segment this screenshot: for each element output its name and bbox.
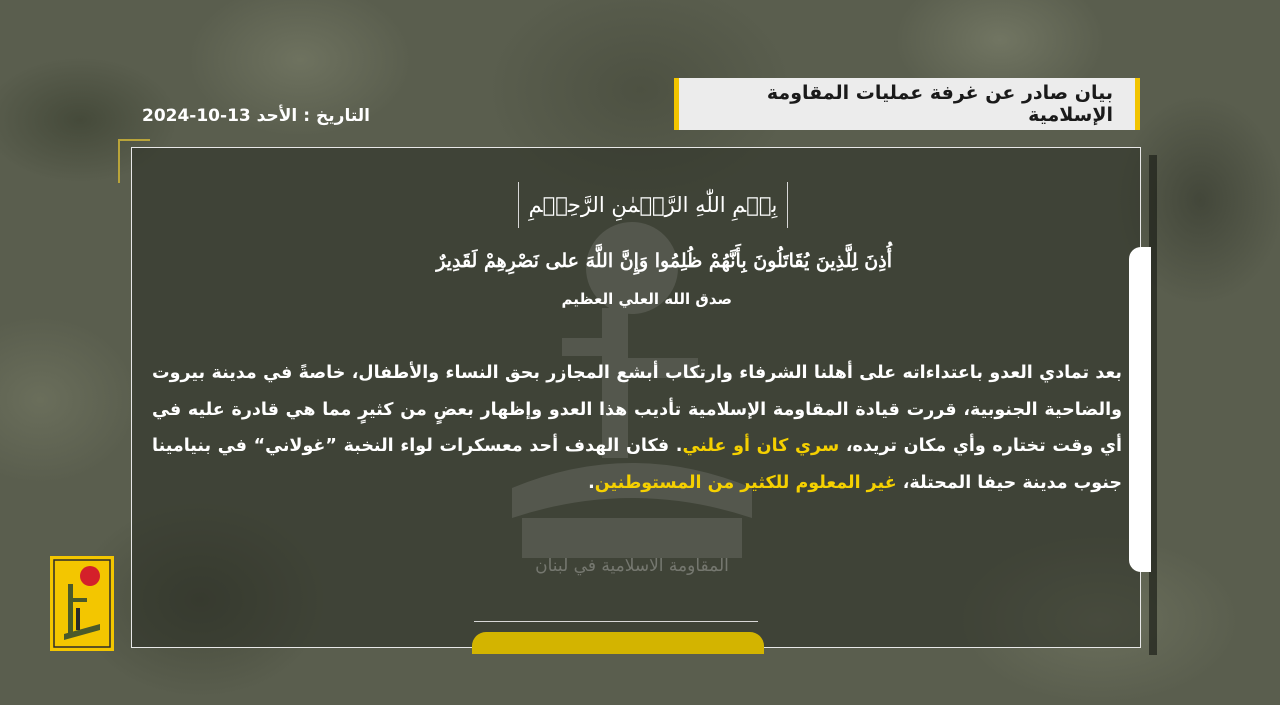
bottom-accent-bar — [472, 632, 764, 654]
statement-title: بيان صادر عن غرفة عمليات المقاومة الإسلامية — [766, 82, 1113, 126]
basmala: بِسۡمِ اللّٰهِ الرَّحۡمٰنِ الرَّحِيۡمِ — [528, 193, 778, 217]
date-separator: : — [303, 106, 311, 126]
statement-panel — [131, 147, 1141, 648]
statement-header — [674, 78, 1140, 130]
watermark-text: المقاومة الاسلامية في لبنان — [535, 556, 729, 576]
body-highlight-1: سري كان أو علني — [682, 436, 840, 456]
date-label: التاريخ — [316, 106, 370, 126]
date-day: الأحد — [256, 106, 298, 126]
bottom-divider — [474, 621, 758, 622]
date-line — [130, 106, 370, 126]
verse-closing: صدق الله العلي العظيم — [561, 290, 732, 308]
side-white-tab — [1129, 247, 1151, 572]
statement-body — [152, 355, 1122, 501]
date-value: 2024-10-13 — [141, 106, 251, 126]
quran-verse: أُذِنَ لِلَّذِينَ يُقَاتَلُونَ بِأَنَّهُمْ ظُلِمُوا وَإِنَّ اللَّهَ على نَصْرِهِمْ لَقَدِيرٌ — [436, 250, 892, 272]
body-highlight-2: غير المعلوم للكثير من المستوطنين — [594, 472, 897, 493]
hezbollah-emblem-icon — [50, 556, 114, 651]
body-part-2: . فكان الهدف أحد معسكرات لواء النخبة ”غولاني“ في بنيامينا جنوب مدينة حيفا المحتلة، — [152, 436, 1122, 493]
body-part-3: . — [588, 472, 595, 493]
body-part-1: بعد تمادي العدو باعتداءاته على أهلنا الشرفاء وارتكاب أبشع المجازر بحق النساء والأطفال، خاصةً في مدينة بيروت والضاحية الجنوبية، قررت قيادة المقاومة الإسلامية تأديب هذا العدو وإظهار بعضٍ من كثيرٍ مما هي قادرة عليه في أي وقت تختاره وأي مكان تريده، — [152, 363, 1122, 456]
basmala-frame — [518, 182, 788, 228]
